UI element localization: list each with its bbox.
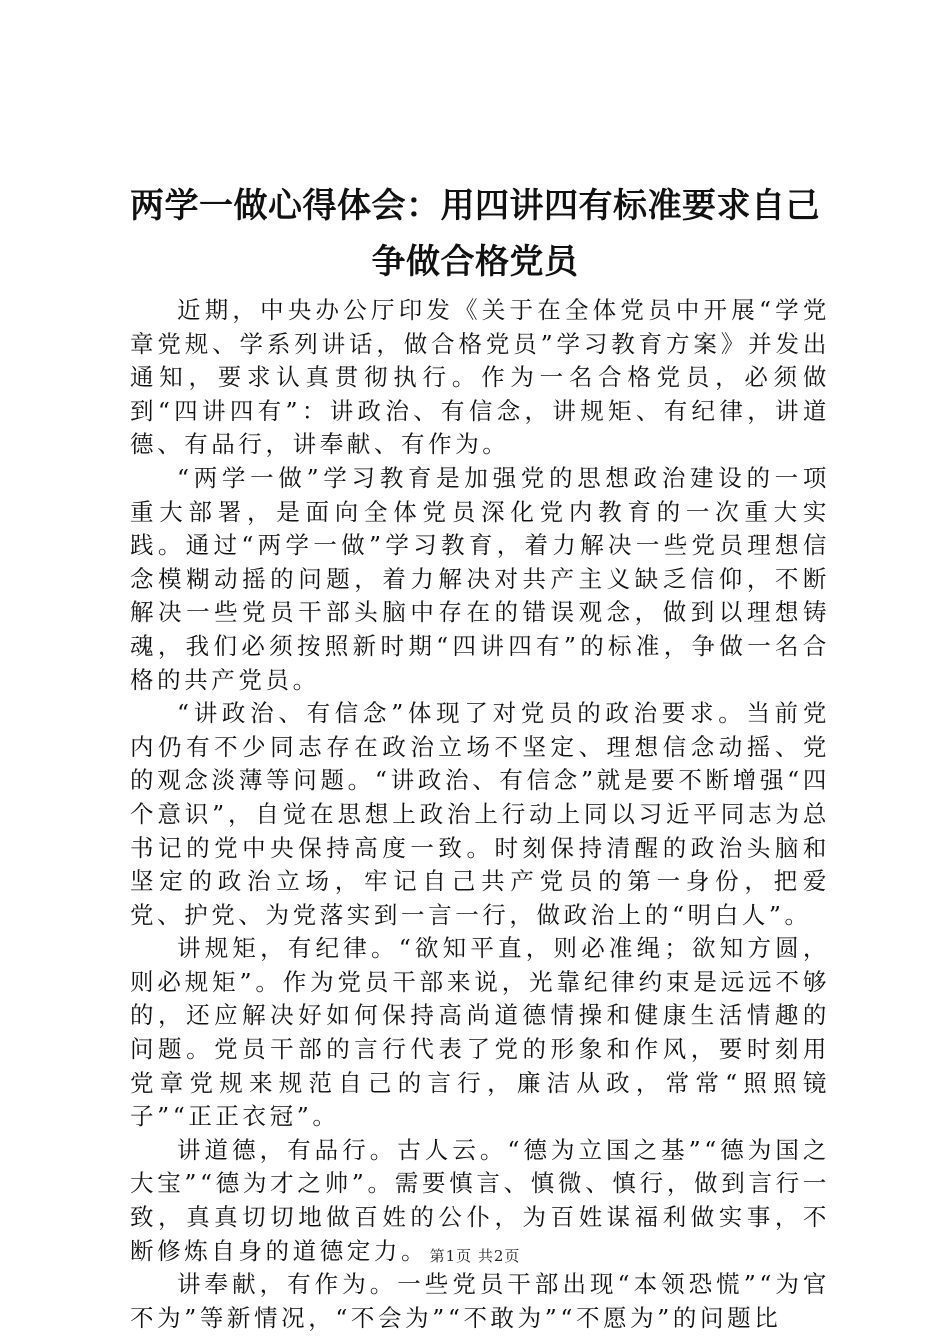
paragraph-2: “两学一做”学习教育是加强党的思想政治建设的一项重大部署，是面向全体党员深化党内教育的一次重大实践。通过“两学一做”学习教育，着力解决一些党员理想信念模糊动摇的问题，着力解决对共产主义缺乏信仰，不断解决一些党员干部头脑中存在的错误观念，做到以理想铸魂，我们必须按照新时期“四讲四有”的标准，争做一名合格的共产党员。 [130, 463, 830, 694]
paragraph-3: “讲政治、有信念”体现了对党员的政治要求。当前党内仍有不少同志存在政治立场不坚定、理想信念动摇、党的观念淡薄等问题。“讲政治、有信念”就是要不断增强“四个意识”，自觉在思想上政治上行动上同以习近平同志为总书记的党中央保持高度一致。时刻保持清醒的政治头脑和坚定的政治立场，牢记自己共产党员的第一身份，把爱党、护党、为党落实到一言一行，做政治上的“明白人”。 [130, 699, 830, 929]
paragraph-5: 讲道德，有品行。古人云。“德为立国之基”“德为国之大宝”“德为才之帅”。需要慎言、慎微、慎行，做到言行一致，真真切切地做百姓的公仆，为百姓谋福利做实事，不断修炼自身的道德定力。 [130, 1135, 830, 1265]
paragraph-6: 讲奉献，有作为。一些党员干部出现“本领恐慌”“为官不为”等新情况，“不会为”“不敢为”“不愿为”的问题比 [130, 1270, 830, 1332]
title-line-1: 两学一做心得体会：用四讲四有标准要求自己 [130, 186, 820, 226]
document-title [120, 178, 830, 290]
document-body [130, 294, 830, 1335]
paragraph-1: 近期，中央办公厅印发《关于在全体党员中开展“学党章党规、学系列讲话，做合格党员”学习教育方案》并发出通知，要求认真贯彻执行。作为一名合格党员，必须做到“四讲四有”：讲政治、有信念，讲规矩、有纪律，讲道德、有品行，讲奉献、有作为。 [130, 296, 830, 459]
page-footer: 第1页 共2页 [429, 1247, 521, 1265]
title-line-2: 争做合格党员 [371, 242, 579, 282]
paragraph-4: 讲规矩，有纪律。“欲知平直，则必准绳；欲知方圆，则必规矩”。作为党员干部来说，光靠纪律约束是远远不够的，还应解决好如何保持高尚道德情操和健康生活情趣的问题。党员干部的言行代表了党的形象和作风，要时刻用党章党规来规范自己的言行，廉洁从政，常常“照照镜子”“正正衣冠”。 [130, 934, 830, 1131]
